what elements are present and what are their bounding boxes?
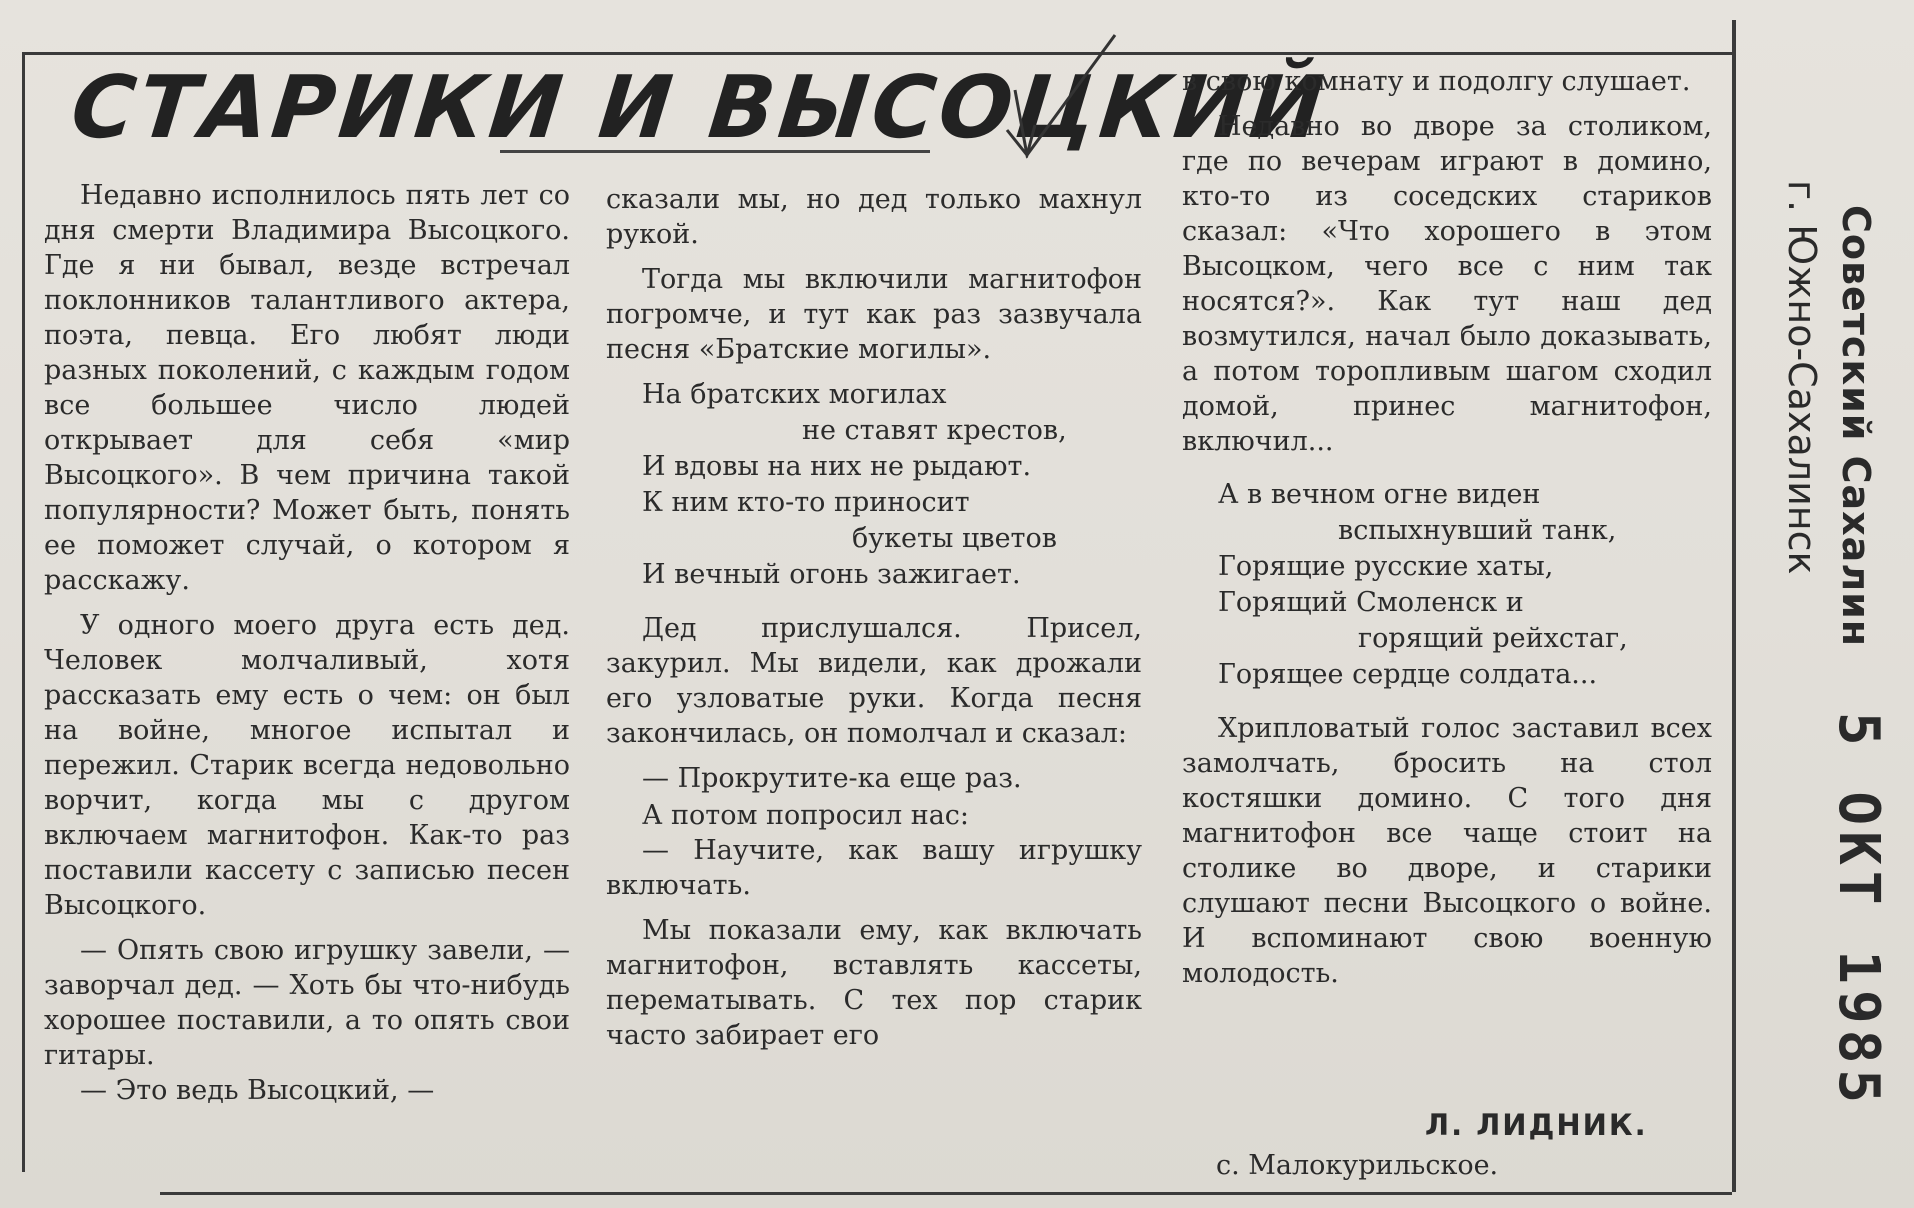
checkmark-icon xyxy=(1005,30,1125,170)
lyric-line: Горящие русские хаты, xyxy=(1218,551,1554,582)
paragraph: Недавно исполнилось пять лет со дня смерти Владимира Высоцкого. Где я ни бывал, везде встречал поклонников талантливого актера, поэта, певца. Его любят люди разных поколений, с каждым годом все большее число людей открывает для себя «мир Высоцкого». В чем причина такой популярности? Может быть, понять ее поможет случай, о котором я расскажу. xyxy=(44,180,570,596)
publication-name: Советский Сахалин xyxy=(1834,205,1878,648)
lyric-line: Горящее сердце солдата... xyxy=(1218,659,1598,690)
frame-top-rule xyxy=(22,52,1732,55)
paragraph: Дед прислушался. Присел, закурил. Мы видели, как дрожали его узловатые руки. Когда песня закончилась, он помолчал и сказал: xyxy=(606,613,1142,749)
headline-underline xyxy=(500,150,930,153)
author-signature: Л. ЛИДНИК. xyxy=(1425,1108,1648,1142)
lyric-line: букеты цветов xyxy=(852,523,1057,554)
publication-city: г. Южно-Сахалинск xyxy=(1780,180,1824,575)
article-headline: СТАРИКИ И ВЫСОЦКИЙ xyxy=(66,58,1332,158)
frame-left-rule xyxy=(22,52,25,1172)
paragraph: Недавно во дворе за столиком, где по вечерам играют в домино, кто-то из соседских стариков сказал: «Что хорошего в этом Высоцком, чего все с ним так носятся?». Как тут наш дед возмутился, начал было доказывать, а потом торопливым шагом сходил домой, принес магнитофон, включил... xyxy=(1182,111,1712,457)
lyric-line: И вдовы на них не рыдают. xyxy=(642,451,1032,482)
lyric-line: К ним кто-то приносит xyxy=(642,487,970,518)
paragraph: — Прокрутите-ка еще раз. xyxy=(642,763,1022,794)
paragraph: Хрипловатый голос заставил всех замолчать, бросить на стол костяшки домино. С того дня магнитофон все чаще стоит на столике во дворе, и старики слушают песни Высоцкого о войне. И вспоминают свою военную молодость. xyxy=(1182,713,1712,989)
paragraph: в свою комнату и подолгу слушает. xyxy=(1182,66,1691,97)
article-column-3 xyxy=(1182,64,1712,1001)
paragraph: У одного моего друга есть дед. Человек молчаливый, хотя рассказать ему есть о чем: он был на войне, многое испытал и пережил. Старик всегда недовольно ворчит, когда мы с другом включаем магнитофон. Как-то раз поставили кассету с записью песен Высоцкого. xyxy=(44,610,570,921)
lyric-line: На братских могилах xyxy=(642,379,947,410)
frame-bottom-rule xyxy=(160,1192,1732,1195)
paragraph: — Это ведь Высоцкий, — xyxy=(80,1075,435,1106)
paragraph: сказали мы, но дед только махнул рукой. xyxy=(606,184,1142,250)
paragraph: Мы показали ему, как включать магнитофон, вставлять кассеты, перематывать. С тех пор старик часто забирает его xyxy=(606,915,1142,1051)
article-column-1 xyxy=(44,178,570,1118)
lyric-line: А в вечном огне виден xyxy=(1218,479,1541,510)
paragraph: А потом попросил нас: xyxy=(642,800,970,831)
lyric-line: горящий рейхстаг, xyxy=(1358,623,1628,654)
lyric-line: И вечный огонь зажигает. xyxy=(642,559,1021,590)
paragraph: — Научите, как вашу игрушку включать. xyxy=(606,835,1142,901)
song-lyrics-2 xyxy=(1218,477,1712,693)
lyric-line: Горящий Смоленск и xyxy=(1218,587,1524,618)
lyric-line: вспыхнувший танк, xyxy=(1338,515,1617,546)
song-lyrics-1 xyxy=(642,377,1142,593)
author-location: с. Малокурильское. xyxy=(1216,1150,1499,1181)
frame-right-rule xyxy=(1732,20,1736,1192)
article-column-2 xyxy=(606,182,1142,1063)
paragraph: — Опять свою игрушку завели, — заворчал дед. — Хоть бы что-нибудь хорошее поставили, а то опять свои гитары. xyxy=(44,935,570,1071)
lyric-line: не ставят крестов, xyxy=(802,415,1067,446)
paragraph: Тогда мы включили магнитофон погромче, и тут как раз зазвучала песня «Братские могилы». xyxy=(606,264,1142,365)
publication-date-stamp: 5 ОКТ 1985 xyxy=(1826,712,1891,1110)
